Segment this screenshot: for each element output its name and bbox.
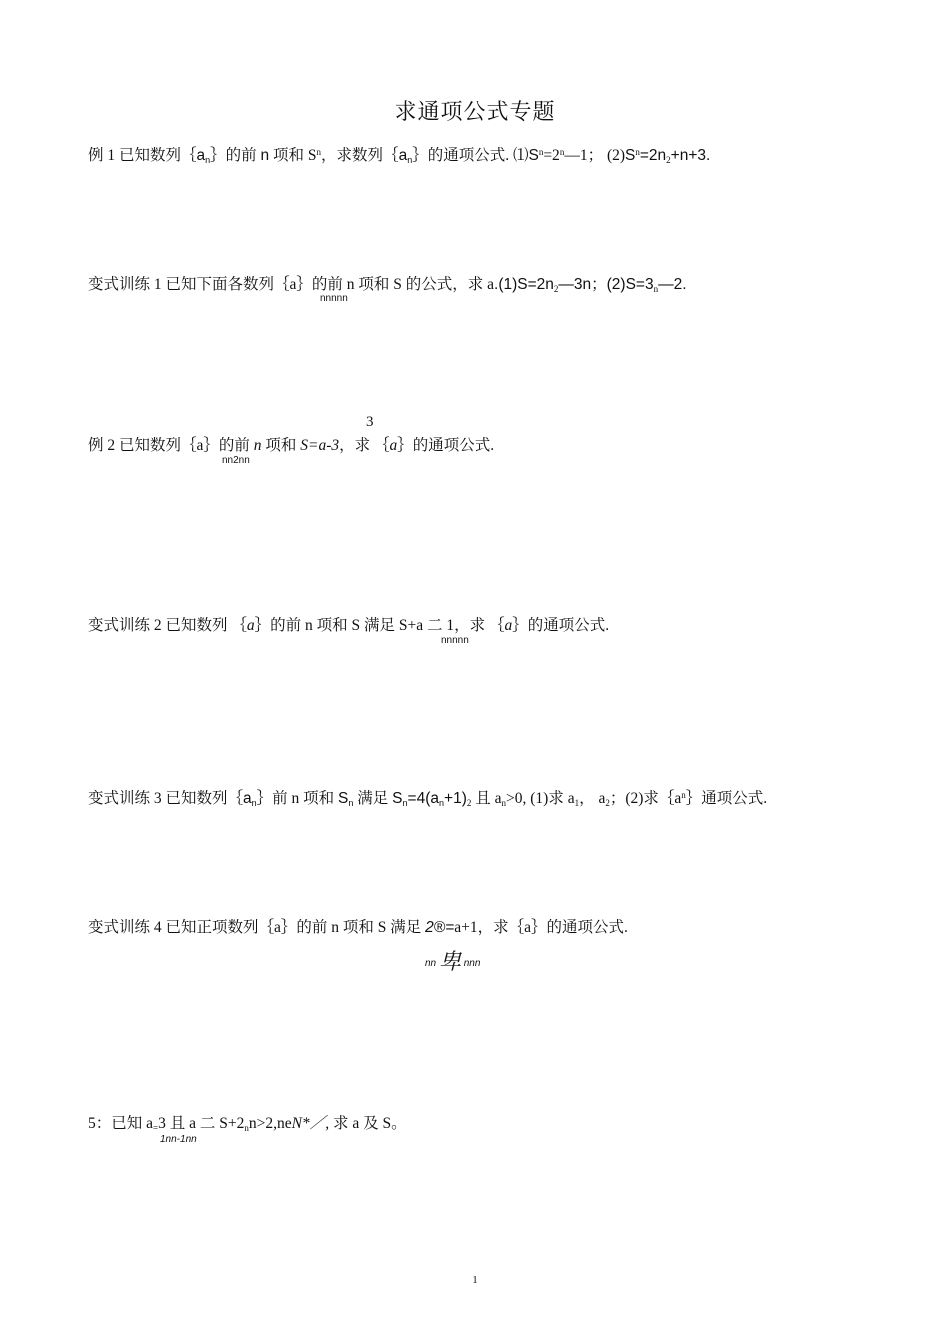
exercise-5-subscripts: 1nn-1nn (160, 1134, 197, 1145)
variation-2-subscripts: nnnnn (441, 635, 469, 646)
variation-2: 变式训练 2 已知数列 ｛a｝的前 n 项和 S 满足 S+a 二 1，求 ｛a｝的通项公式. (88, 617, 610, 634)
example-1: 例 1 已知数列$\{a_n\}$的前 n 项和 $S^n$，求数列$\{a_n\}$的通项公式. $⑴S^n=2^n—1$； $(2)S^n=2n_2+n+3$. (88, 147, 711, 165)
variation-1: 变式训练 1 已知下面各数列｛a｝的前 n 项和 S 的公式，求 $a.(1)S=2n_2—3n$；$(2)S=3_n—2$. (88, 276, 687, 294)
variation-4-subscripts: nn 卑 nnn (425, 950, 481, 975)
variation-1-subscripts: nnnnn (320, 293, 348, 304)
example-2-fraction-numerator: 3 (366, 414, 374, 430)
example-2-subscripts: nn2nn (222, 455, 250, 466)
variation-4: 变式训练 4 已知正项数列｛a｝的前 n 项和 S 满足 2®=a+1，求｛a｝的通项公式. (88, 919, 628, 936)
exercise-5: 5：已知 $a_=3$ 且 a 二 $S+2_nn>2,neN*/$, 求 a 及 S。 (88, 1115, 407, 1133)
variation-3: 变式训练 3 已知数列$\{a_n\}$前 n 项和 $S_n$ 满足 $S_n=4(a_n+1)_2$ 且 $a_n>0$, (1)求 $a_1$， $a_2$；(2)求$\{a^n\}$通项公式. (88, 790, 768, 808)
page-number: 1 (472, 1274, 478, 1286)
page-title: 求通项公式专题 (394, 99, 556, 124)
example-2: 例 2 已知数列｛a｝的前 n 项和 S=a-3，求 ｛a｝的通项公式. (88, 437, 495, 454)
